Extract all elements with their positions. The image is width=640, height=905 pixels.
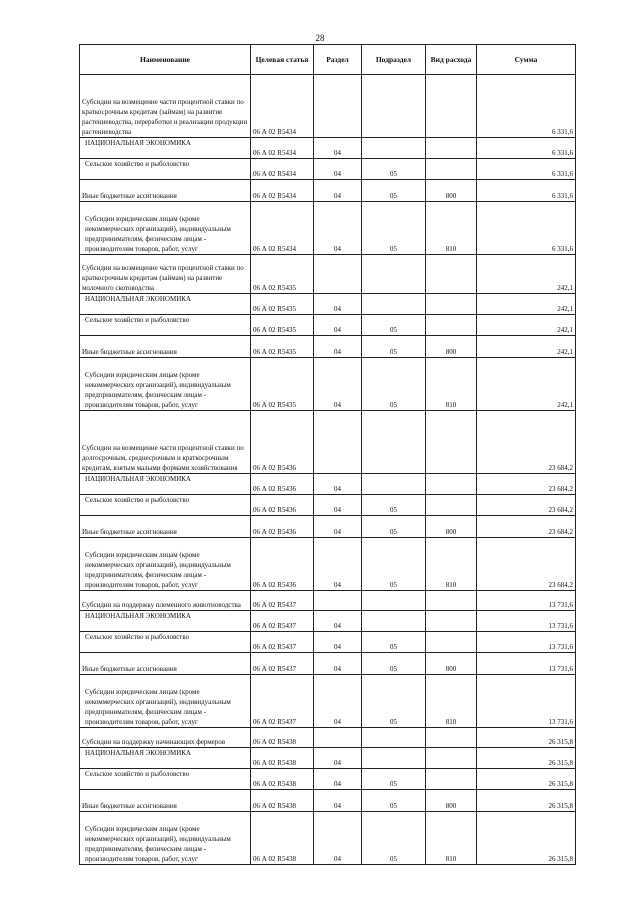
row-target-article: 06 А 02 R5434 xyxy=(251,138,314,159)
row-section: 04 xyxy=(314,315,362,336)
row-name: Иные бюджетные ассигнования xyxy=(80,336,251,358)
row-subsection xyxy=(362,748,426,769)
row-expense-type: 810 xyxy=(426,538,477,591)
table-body xyxy=(80,75,576,865)
row-target-article: 06 А 02 R5435 xyxy=(251,255,314,294)
row-subsection: 05 xyxy=(362,769,426,790)
row-section: 04 xyxy=(314,748,362,769)
row-subsection: 05 xyxy=(362,495,426,516)
row-name: Субсидии на возмещение части процентной ставки по долгосрочным, среднесрочным и краткосрочным кредитам, взятым малыми формами хозяйствования xyxy=(80,411,251,474)
row-subsection xyxy=(362,611,426,632)
row-expense-type xyxy=(426,159,477,180)
row-target-article: 06 А 02 R5437 xyxy=(251,591,314,611)
row-subsection xyxy=(362,75,426,138)
row-target-article: 06 А 02 R5437 xyxy=(251,632,314,653)
row-expense-type: 810 xyxy=(426,202,477,255)
row-section: 04 xyxy=(314,474,362,495)
row-sum: 26 315,8 xyxy=(477,812,576,865)
row-sum: 13 731,6 xyxy=(477,653,576,675)
row-section: 04 xyxy=(314,180,362,202)
row-expense-type xyxy=(426,75,477,138)
row-subsection: 05 xyxy=(362,516,426,538)
row-sum: 23 684,2 xyxy=(477,474,576,495)
row-name: Субсидии юридическим лицам (кроме некоммерческих организаций), индивидуальным предпринимателям, физическим лицам - производителям товаров, работ, услуг xyxy=(80,202,251,255)
row-name: НАЦИОНАЛЬНАЯ ЭКОНОМИКА xyxy=(80,474,251,495)
row-target-article: 06 А 02 R5434 xyxy=(251,75,314,138)
row-sum: 13 731,6 xyxy=(477,611,576,632)
row-name: Сельское хозяйство и рыболовство xyxy=(80,769,251,790)
row-subsection xyxy=(362,474,426,495)
row-sum: 26 315,8 xyxy=(477,728,576,748)
row-name: Субсидии юридическим лицам (кроме некоммерческих организаций), индивидуальным предпринимателям, физическим лицам - производителям товаров, работ, услуг xyxy=(80,812,251,865)
table-row xyxy=(80,159,576,180)
row-expense-type xyxy=(426,495,477,516)
row-sum: 26 315,8 xyxy=(477,790,576,812)
table-row xyxy=(80,202,576,255)
row-sum: 242,1 xyxy=(477,255,576,294)
row-subsection xyxy=(362,411,426,474)
row-target-article: 06 А 02 R5438 xyxy=(251,728,314,748)
row-section: 04 xyxy=(314,769,362,790)
row-target-article: 06 А 02 R5436 xyxy=(251,411,314,474)
row-sum: 13 731,6 xyxy=(477,675,576,728)
table-row xyxy=(80,653,576,675)
table-row xyxy=(80,611,576,632)
row-expense-type: 800 xyxy=(426,516,477,538)
row-expense-type: 800 xyxy=(426,180,477,202)
row-sum: 242,1 xyxy=(477,294,576,315)
row-target-article: 06 А 02 R5434 xyxy=(251,202,314,255)
table-row xyxy=(80,728,576,748)
row-subsection xyxy=(362,591,426,611)
row-sum: 6 331,6 xyxy=(477,159,576,180)
table-row xyxy=(80,75,576,138)
row-expense-type: 810 xyxy=(426,675,477,728)
row-target-article: 06 А 02 R5436 xyxy=(251,495,314,516)
row-section: 04 xyxy=(314,538,362,591)
row-expense-type xyxy=(426,138,477,159)
table-row xyxy=(80,180,576,202)
row-section xyxy=(314,411,362,474)
table-row xyxy=(80,336,576,358)
row-name: НАЦИОНАЛЬНАЯ ЭКОНОМИКА xyxy=(80,138,251,159)
row-section: 04 xyxy=(314,138,362,159)
row-section: 04 xyxy=(314,675,362,728)
row-section xyxy=(314,75,362,138)
row-name: Иные бюджетные ассигнования xyxy=(80,180,251,202)
table-row xyxy=(80,748,576,769)
row-sum: 23 684,2 xyxy=(477,411,576,474)
row-name: НАЦИОНАЛЬНАЯ ЭКОНОМИКА xyxy=(80,294,251,315)
row-name: НАЦИОНАЛЬНАЯ ЭКОНОМИКА xyxy=(80,748,251,769)
row-target-article: 06 А 02 R5438 xyxy=(251,769,314,790)
row-subsection: 05 xyxy=(362,653,426,675)
row-target-article: 06 А 02 R5436 xyxy=(251,538,314,591)
row-expense-type: 800 xyxy=(426,790,477,812)
row-section: 04 xyxy=(314,294,362,315)
row-name: Субсидии на возмещение части процентной ставки по краткосрочным кредитам (займам) на развитие молочного скотоводства xyxy=(80,255,251,294)
row-name: Субсидии на возмещение части процентной ставки по краткосрочным кредитам (займам) на развитие растениеводства, переработки и реализации продукции растениеводства xyxy=(80,75,251,138)
row-expense-type xyxy=(426,294,477,315)
row-target-article: 06 А 02 R5434 xyxy=(251,180,314,202)
row-expense-type xyxy=(426,611,477,632)
row-section: 04 xyxy=(314,159,362,180)
row-subsection: 05 xyxy=(362,202,426,255)
row-name: Сельское хозяйство и рыболовство xyxy=(80,495,251,516)
row-section: 04 xyxy=(314,790,362,812)
row-section: 04 xyxy=(314,516,362,538)
row-sum: 23 684,2 xyxy=(477,495,576,516)
row-expense-type: 800 xyxy=(426,336,477,358)
row-section: 04 xyxy=(314,611,362,632)
row-subsection xyxy=(362,138,426,159)
row-name: Субсидии на поддержку начинающих фермеров xyxy=(80,728,251,748)
row-expense-type xyxy=(426,748,477,769)
page-number: 28 xyxy=(315,33,325,43)
column-header-subsection: Подраздел xyxy=(362,45,426,75)
row-name: Сельское хозяйство и рыболовство xyxy=(80,632,251,653)
row-sum: 242,1 xyxy=(477,358,576,411)
row-expense-type xyxy=(426,769,477,790)
row-sum: 6 331,6 xyxy=(477,75,576,138)
row-section: 04 xyxy=(314,812,362,865)
row-name: Сельское хозяйство и рыболовство xyxy=(80,315,251,336)
row-target-article: 06 А 02 R5435 xyxy=(251,294,314,315)
row-sum: 6 331,6 xyxy=(477,138,576,159)
row-section: 04 xyxy=(314,202,362,255)
row-subsection xyxy=(362,294,426,315)
row-subsection: 05 xyxy=(362,632,426,653)
row-target-article: 06 А 02 R5435 xyxy=(251,315,314,336)
row-sum: 26 315,8 xyxy=(477,769,576,790)
row-target-article: 06 А 02 R5437 xyxy=(251,675,314,728)
table-row xyxy=(80,294,576,315)
row-subsection xyxy=(362,255,426,294)
row-target-article: 06 А 02 R5435 xyxy=(251,336,314,358)
table-row xyxy=(80,675,576,728)
column-header-target: Целевая статья xyxy=(251,45,314,75)
row-target-article: 06 А 02 R5436 xyxy=(251,474,314,495)
row-section: 04 xyxy=(314,336,362,358)
row-name: Субсидии на поддержку племенного животноводства xyxy=(80,591,251,611)
row-sum: 13 731,6 xyxy=(477,632,576,653)
row-subsection: 05 xyxy=(362,159,426,180)
row-subsection: 05 xyxy=(362,180,426,202)
row-section: 04 xyxy=(314,495,362,516)
row-expense-type: 810 xyxy=(426,812,477,865)
row-section xyxy=(314,591,362,611)
row-section: 04 xyxy=(314,358,362,411)
budget-table xyxy=(79,44,576,865)
row-target-article: 06 А 02 R5437 xyxy=(251,653,314,675)
row-name: НАЦИОНАЛЬНАЯ ЭКОНОМИКА xyxy=(80,611,251,632)
row-subsection: 05 xyxy=(362,336,426,358)
row-subsection: 05 xyxy=(362,790,426,812)
row-expense-type xyxy=(426,632,477,653)
row-expense-type xyxy=(426,315,477,336)
row-name: Иные бюджетные ассигнования xyxy=(80,516,251,538)
row-expense-type xyxy=(426,474,477,495)
table-row xyxy=(80,632,576,653)
column-header-section: Раздел xyxy=(314,45,362,75)
column-header-sum: Сумма xyxy=(477,45,576,75)
row-subsection: 05 xyxy=(362,812,426,865)
table-row xyxy=(80,769,576,790)
table-row xyxy=(80,358,576,411)
row-sum: 23 684,2 xyxy=(477,516,576,538)
row-expense-type xyxy=(426,591,477,611)
row-expense-type: 800 xyxy=(426,653,477,675)
table-row xyxy=(80,411,576,474)
row-sum: 6 331,6 xyxy=(477,180,576,202)
row-name: Сельское хозяйство и рыболовство xyxy=(80,159,251,180)
row-section: 04 xyxy=(314,653,362,675)
row-target-article: 06 А 02 R5435 xyxy=(251,358,314,411)
row-sum: 242,1 xyxy=(477,336,576,358)
row-name: Субсидии юридическим лицам (кроме некоммерческих организаций), индивидуальным предпринимателям, физическим лицам - производителям товаров, работ, услуг xyxy=(80,538,251,591)
table-row xyxy=(80,790,576,812)
table-row xyxy=(80,812,576,865)
column-header-expense: Вид расхода xyxy=(426,45,477,75)
row-expense-type xyxy=(426,255,477,294)
row-sum: 23 684,2 xyxy=(477,538,576,591)
row-section xyxy=(314,728,362,748)
table-row xyxy=(80,315,576,336)
row-subsection xyxy=(362,728,426,748)
row-target-article: 06 А 02 R5438 xyxy=(251,748,314,769)
row-target-article: 06 А 02 R5438 xyxy=(251,812,314,865)
row-target-article: 06 А 02 R5438 xyxy=(251,790,314,812)
table-row xyxy=(80,474,576,495)
row-name: Иные бюджетные ассигнования xyxy=(80,790,251,812)
row-sum: 242,1 xyxy=(477,315,576,336)
row-target-article: 06 А 02 R5436 xyxy=(251,516,314,538)
table-header xyxy=(80,45,576,75)
row-sum: 26 315,8 xyxy=(477,748,576,769)
row-section xyxy=(314,255,362,294)
row-target-article: 06 А 02 R5437 xyxy=(251,611,314,632)
row-expense-type: 810 xyxy=(426,358,477,411)
row-subsection: 05 xyxy=(362,358,426,411)
row-subsection: 05 xyxy=(362,538,426,591)
row-name: Субсидии юридическим лицам (кроме некоммерческих организаций), индивидуальным предпринимателям, физическим лицам - производителям товаров, работ, услуг xyxy=(80,675,251,728)
row-target-article: 06 А 02 R5434 xyxy=(251,159,314,180)
column-header-name: Наименование xyxy=(80,45,251,75)
row-subsection: 05 xyxy=(362,315,426,336)
row-name: Субсидии юридическим лицам (кроме некоммерческих организаций), индивидуальным предпринимателям, физическим лицам - производителям товаров, работ, услуг xyxy=(80,358,251,411)
table-row xyxy=(80,495,576,516)
row-expense-type xyxy=(426,411,477,474)
table-row xyxy=(80,138,576,159)
row-sum: 13 731,6 xyxy=(477,591,576,611)
row-expense-type xyxy=(426,728,477,748)
table-row xyxy=(80,538,576,591)
row-name: Иные бюджетные ассигнования xyxy=(80,653,251,675)
table-row xyxy=(80,516,576,538)
row-sum: 6 331,6 xyxy=(477,202,576,255)
row-section: 04 xyxy=(314,632,362,653)
row-subsection: 05 xyxy=(362,675,426,728)
table-row xyxy=(80,255,576,294)
table-row xyxy=(80,591,576,611)
